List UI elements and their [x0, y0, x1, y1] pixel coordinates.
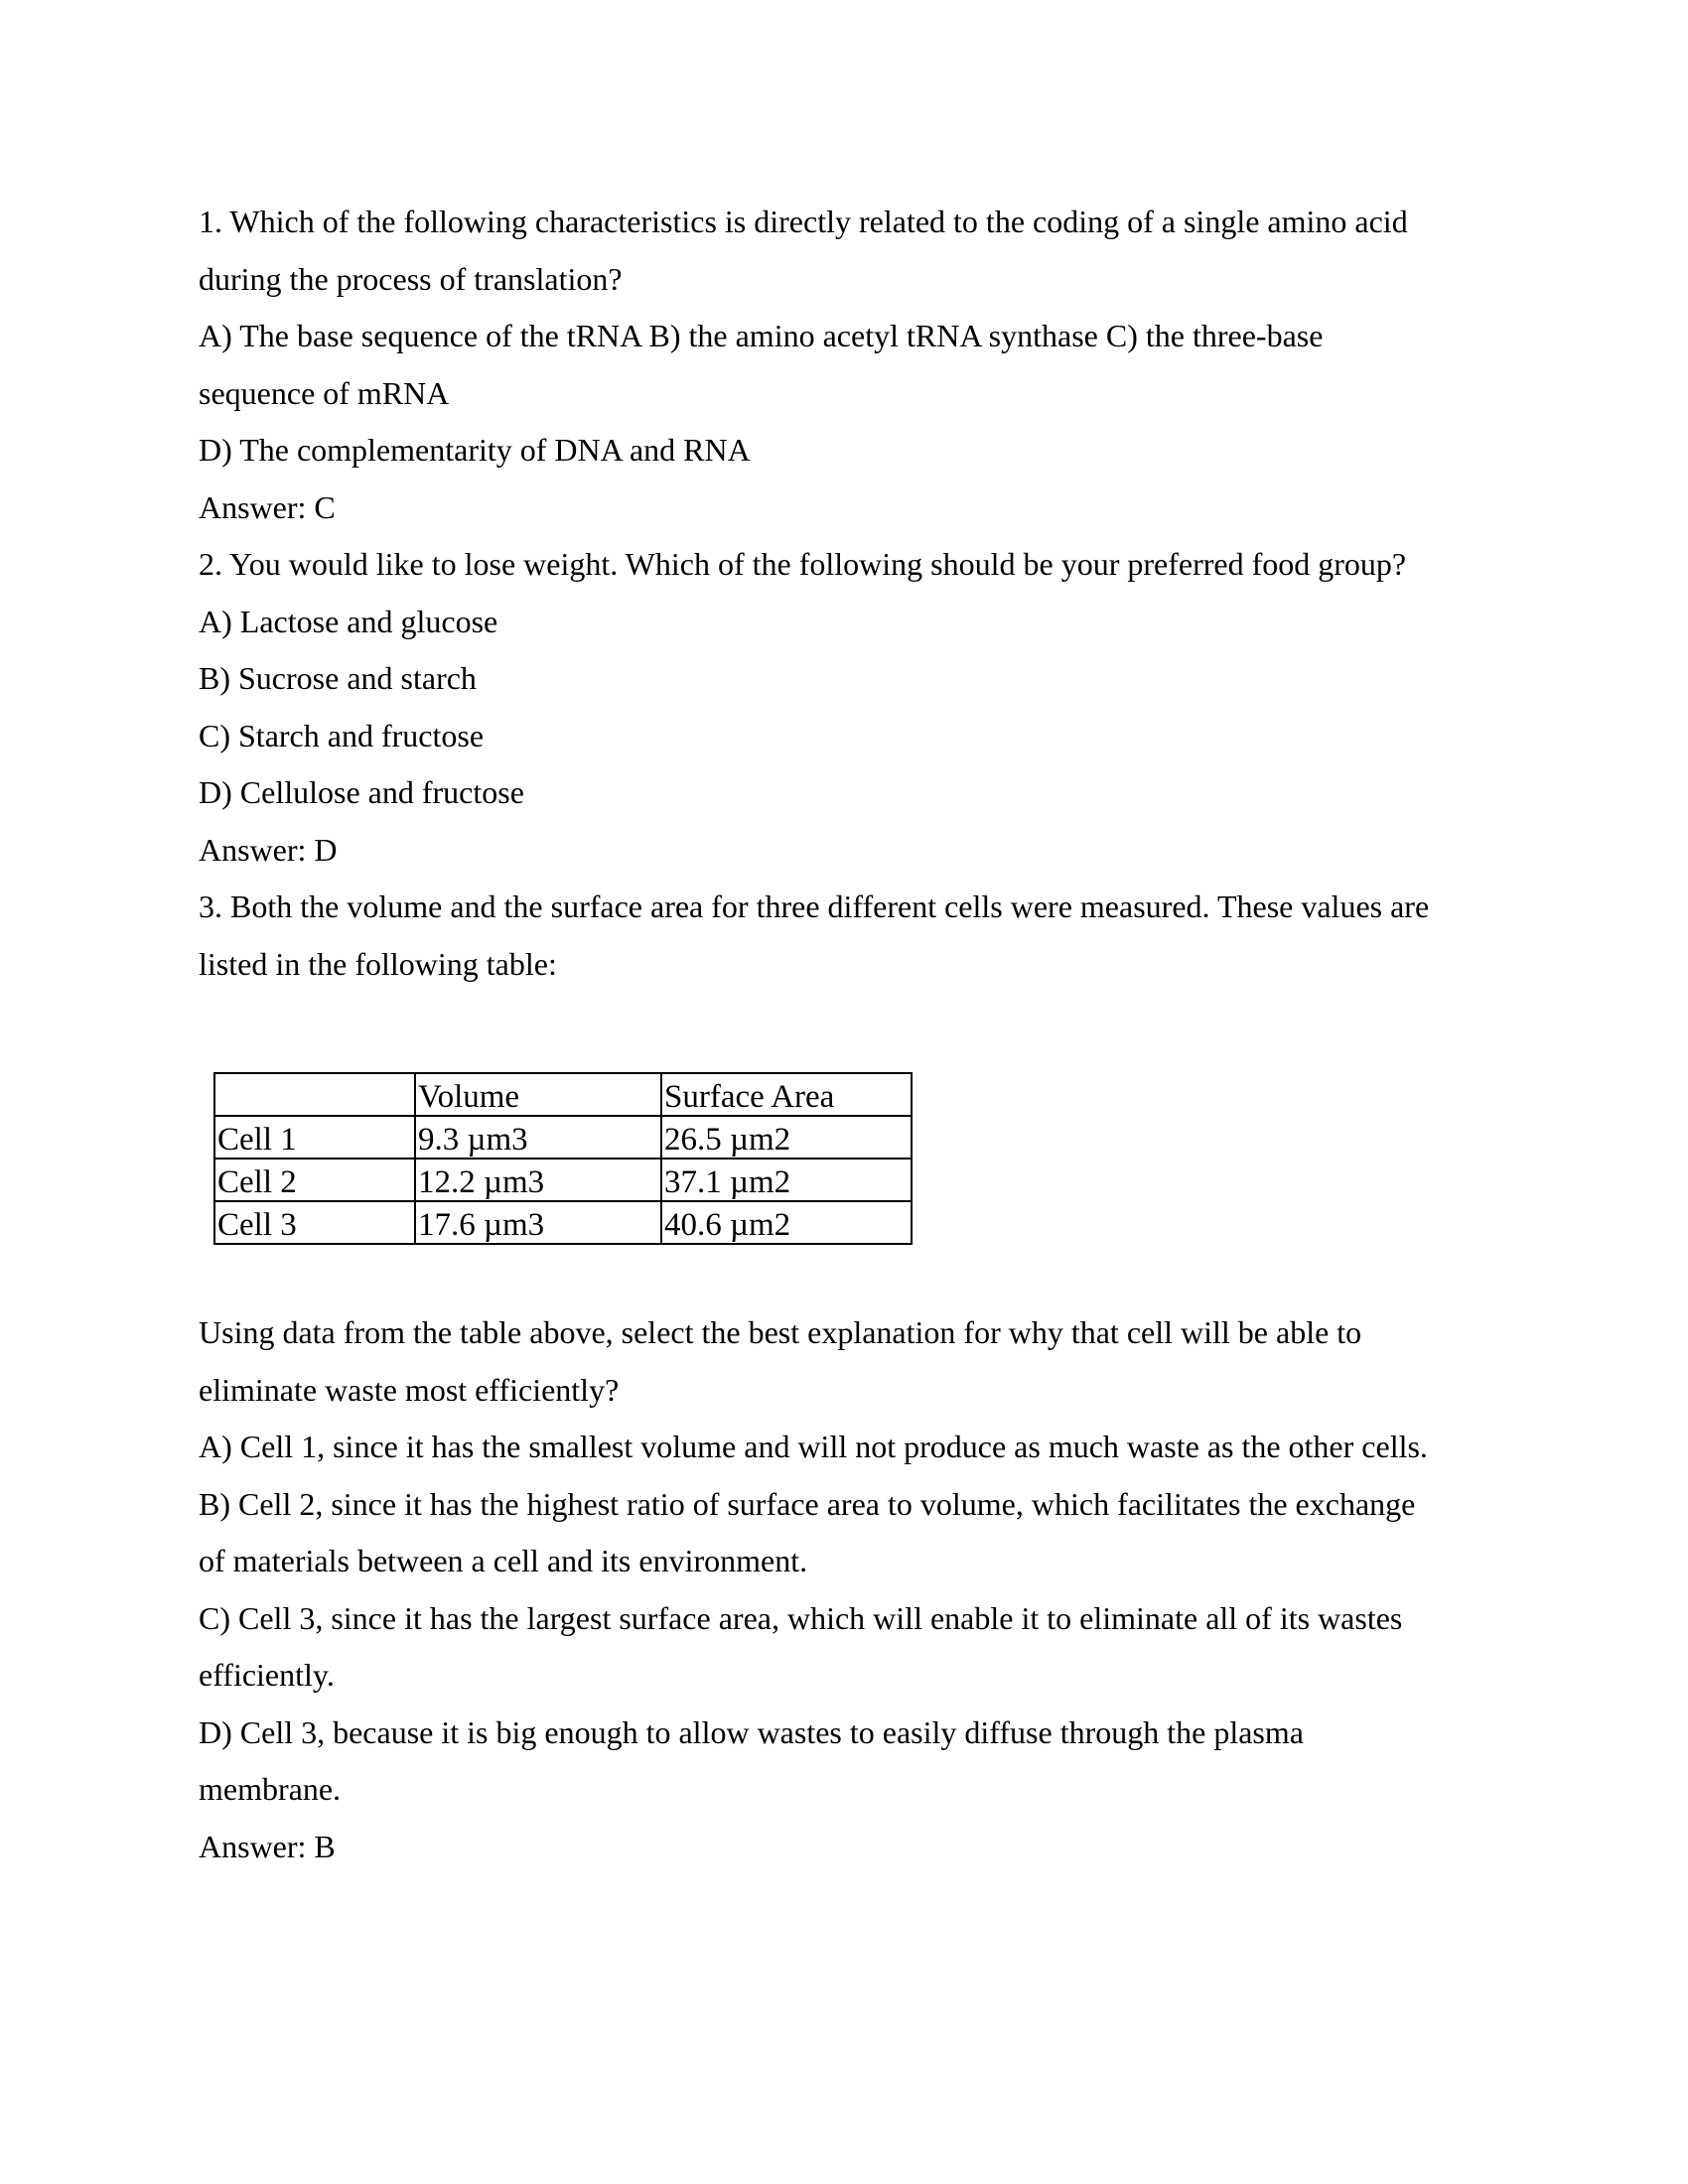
question-3-option-d-cont: membrane. — [199, 1771, 342, 1807]
table-cell: Cell 1 — [214, 1116, 415, 1159]
table-row — [214, 1116, 912, 1159]
question-3-prompt-cont: eliminate waste most efficiently? — [199, 1371, 620, 1408]
question-1-stem: 1. Which of the following characteristics is directly related to the coding of a single amino acid — [199, 204, 1408, 239]
cell-data-table — [213, 1072, 913, 1245]
question-1-answer: Answer: C — [199, 488, 336, 525]
cell-data-table-wrapper — [213, 1072, 1499, 1245]
question-1-option-d: D) The complementarity of DNA and RNA — [199, 432, 751, 468]
document-page — [199, 194, 1499, 1875]
question-3-answer: Answer: B — [199, 1828, 336, 1864]
table-row — [214, 1201, 912, 1244]
question-3-option-b: B) Cell 2, since it has the highest ratio of surface area to volume, which facilitates the exchange — [199, 1485, 1416, 1522]
table-cell: 9.3 µm3 — [415, 1116, 661, 1159]
question-3-option-d: D) Cell 3, because it is big enough to allow wastes to easily diffuse through the plasma — [199, 1713, 1304, 1750]
table-cell: 37.1 µm2 — [661, 1159, 912, 1201]
table-cell: 12.2 µm3 — [415, 1159, 661, 1201]
table-header-row — [214, 1073, 912, 1116]
question-1-options-cont: sequence of mRNA — [199, 374, 450, 411]
table-header-cell: Surface Area — [661, 1073, 912, 1116]
table-header-cell: Volume — [415, 1073, 661, 1116]
question-2-option-b: B) Sucrose and starch — [199, 660, 477, 696]
question-3-option-c-cont: efficiently. — [199, 1657, 335, 1693]
question-1-options: A) The base sequence of the tRNA B) the amino acetyl tRNA synthase C) the three-base — [199, 318, 1324, 353]
table-cell: 26.5 µm2 — [661, 1116, 912, 1159]
question-2-option-c: C) Starch and fructose — [199, 717, 485, 753]
question-3-option-b-cont: of materials between a cell and its environment. — [199, 1543, 808, 1578]
question-3-stem: 3. Both the volume and the surface area for three different cells were measured. These values are — [199, 888, 1430, 924]
question-2 — [199, 536, 1499, 879]
table-cell: Cell 2 — [214, 1159, 415, 1201]
question-3 — [199, 879, 1499, 1875]
table-cell: Cell 3 — [214, 1201, 415, 1244]
question-2-stem: 2. You would like to lose weight. Which of the following should be your preferred food group? — [199, 546, 1407, 582]
question-3-prompt: Using data from the table above, select the best explanation for why that cell will be able to — [199, 1314, 1362, 1350]
question-3-option-a: A) Cell 1, since it has the smallest volume and will not produce as much waste as the other cells. — [199, 1429, 1428, 1464]
question-2-option-a: A) Lactose and glucose — [199, 603, 498, 639]
question-2-option-d: D) Cellulose and fructose — [199, 774, 524, 810]
question-1-stem-cont: during the process of translation? — [199, 260, 623, 297]
table-row — [214, 1159, 912, 1201]
table-cell: 17.6 µm3 — [415, 1201, 661, 1244]
question-3-option-c: C) Cell 3, since it has the largest surface area, which will enable it to eliminate all of its wastes — [199, 1599, 1403, 1636]
question-1 — [199, 194, 1499, 536]
table-cell: 40.6 µm2 — [661, 1201, 912, 1244]
question-2-answer: Answer: D — [199, 831, 338, 868]
table-header-cell — [214, 1073, 415, 1116]
question-3-stem-cont: listed in the following table: — [199, 945, 557, 982]
